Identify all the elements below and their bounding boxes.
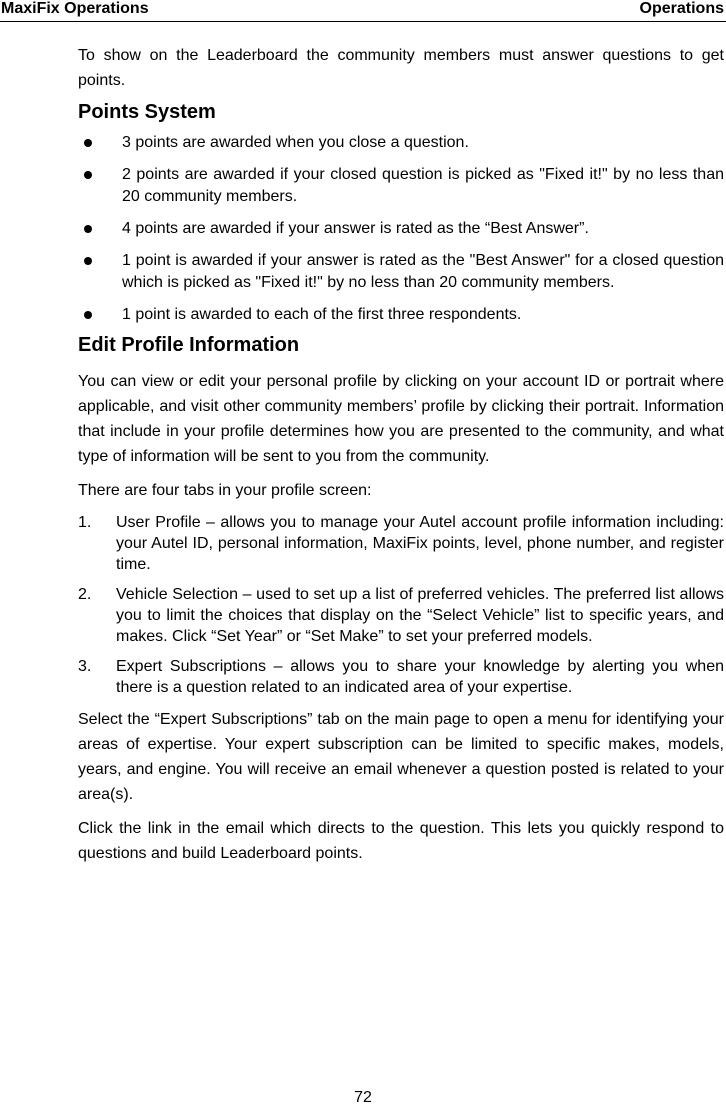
profile-paragraph: You can view or edit your personal profile by clicking on your account ID or portrait where applicable, and visit other community members’ profile by clicking their portrait. Information that include in your profile determines how you are presented to the community, and what type of information will be sent to you from the community. (78, 373, 724, 465)
list-item-text: Expert Subscriptions – allows you to share your knowledge by alerting you when there is a question related to an indicated area of your expertise. (116, 658, 724, 696)
list-number: 2. (78, 586, 92, 603)
bullet-icon (84, 225, 92, 233)
list-number: 1. (78, 514, 92, 531)
email-link-paragraph: Click the link in the email which directs to the question. This lets you quickly respond to questions and build Leaderboard points. (78, 820, 724, 862)
list-item (78, 512, 724, 575)
page-number: 72 (354, 1089, 372, 1106)
page-header (0, 0, 726, 22)
bullet-icon (84, 257, 92, 265)
points-list (78, 132, 724, 326)
tabs-intro: There are four tabs in your profile screen: (78, 482, 372, 499)
list-item (78, 656, 724, 698)
list-item (78, 304, 724, 326)
list-item-text: 4 points are awarded if your answer is rated as the “Best Answer”. (122, 220, 589, 237)
points-system-heading: Points System (78, 101, 216, 123)
list-item-text: 1 point is awarded to each of the first three respondents. (122, 306, 522, 323)
list-item (78, 584, 724, 647)
list-item (78, 218, 724, 240)
profile-tabs-list (78, 512, 724, 698)
list-item-text: User Profile – allows you to manage your Autel account profile information including: your Autel ID, personal information, MaxiFix points, level, phone number, and register time. (116, 514, 724, 573)
list-item-text: 2 points are awarded if your closed question is picked as "Fixed it!" by no less than 20 community members. (122, 166, 724, 205)
header-manual-title: MaxiFix Operations (1, 0, 149, 17)
list-number: 3. (78, 658, 92, 675)
bullet-icon (84, 311, 92, 319)
bullet-icon (84, 139, 92, 147)
page-content (78, 43, 724, 866)
bullet-icon (84, 171, 92, 179)
list-item-text: 1 point is awarded if your answer is rated as the "Best Answer" for a closed question which is picked as "Fixed it!" by no less than 20 community members. (122, 252, 724, 291)
list-item (78, 132, 724, 154)
list-item (78, 250, 724, 294)
expert-subscriptions-paragraph: Select the “Expert Subscriptions” tab on the main page to open a menu for identifying your areas of expertise. Your expert subscription can be limited to specific makes, models, years, and engine. You will receive an email whenever a question posted is related to your area(s). (78, 711, 724, 803)
intro-paragraph: To show on the Leaderboard the community members must answer questions to get points. (78, 47, 724, 89)
list-item-text: Vehicle Selection – used to set up a list of preferred vehicles. The preferred list allows you to limit the choices that display on the “Select Vehicle” list to specific years, and makes. Click “Set Year” or “Set Make” to set your preferred models. (116, 586, 724, 645)
edit-profile-heading: Edit Profile Information (78, 334, 300, 356)
header-section-title: Operations (639, 0, 724, 17)
list-item-text: 3 points are awarded when you close a question. (122, 134, 469, 151)
list-item (78, 164, 724, 208)
